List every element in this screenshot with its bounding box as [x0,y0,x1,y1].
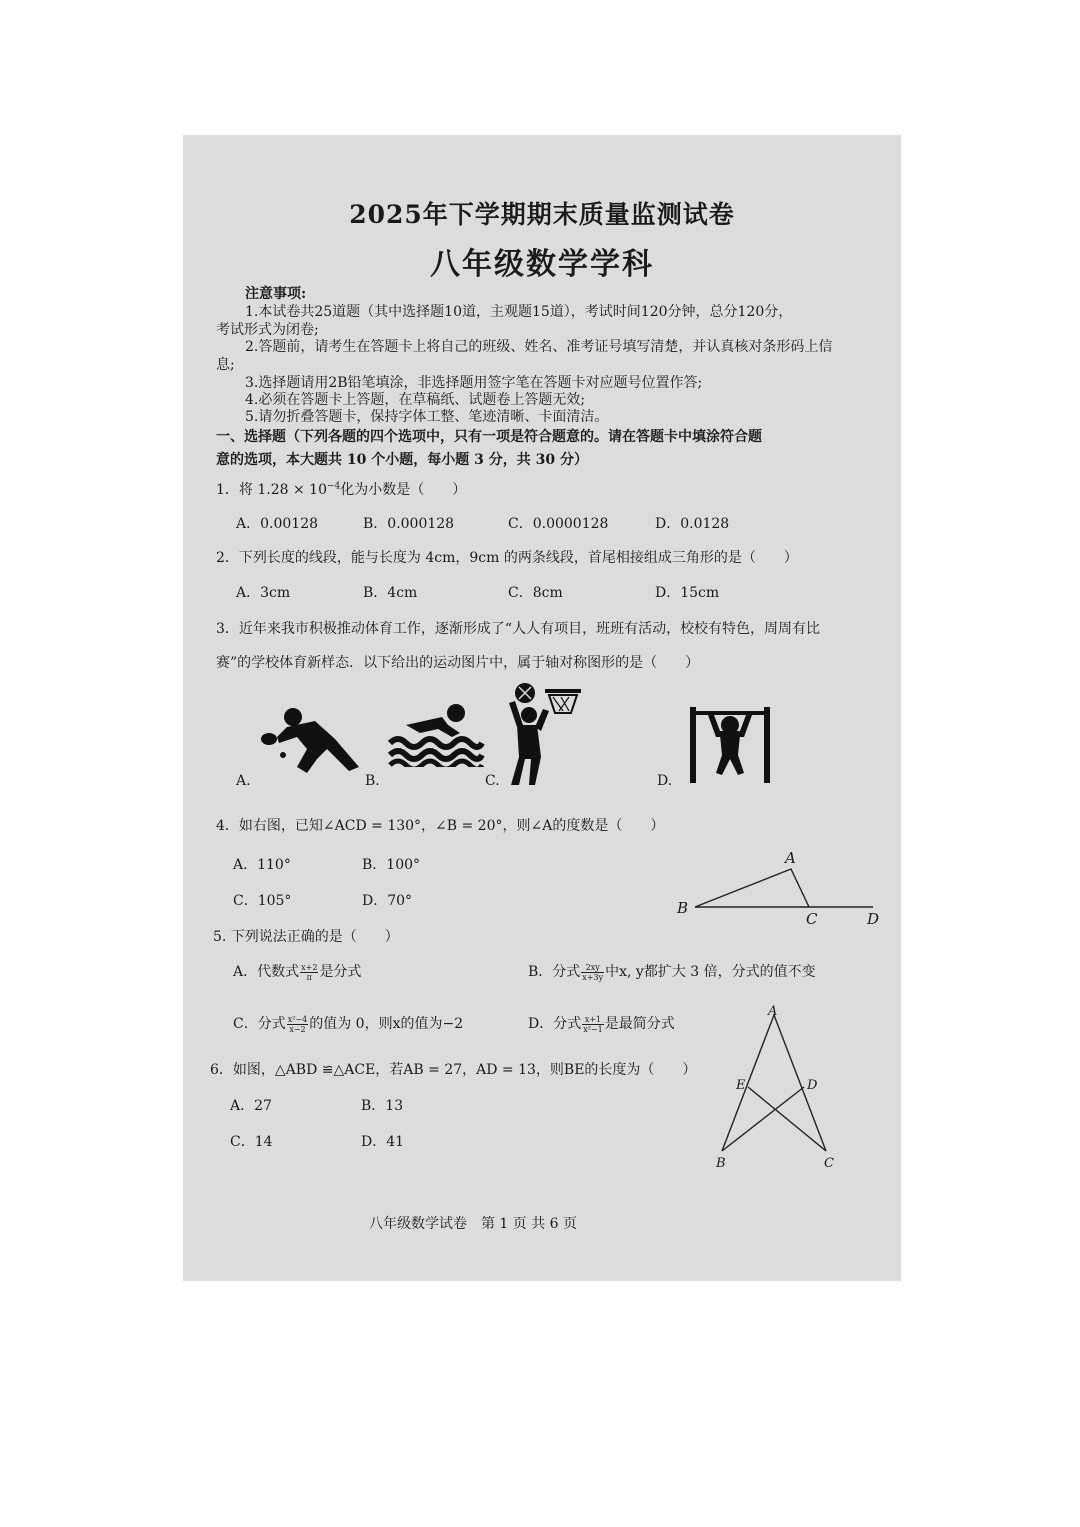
q2-option-c: C．8cm [508,585,563,601]
question-1 [216,479,466,499]
note-line: 息; [216,357,235,373]
point-label: E [736,1078,746,1093]
q3-option-b: B. [365,773,380,789]
question-5: 5. 下列说法正确的是（ ） [213,929,399,945]
q4-option-d: D．70° [362,893,413,909]
q4-option-b: B．100° [362,857,421,873]
point-label: B [677,899,689,917]
q6-option-d: D．41 [361,1134,405,1150]
section-heading: 意的选项，本大题共 10 个小题，每小题 3 分，共 30 分） [216,452,588,468]
question-6: 6．如图，△ABD ≌△ACE，若AB = 27，AD = 13，则BE的长度为（ ） [210,1062,697,1078]
section-heading: 一、选择题（下列各题的四个选项中，只有一项是符合题意的。请在答题卡中填涂符合题 [216,429,762,445]
note-line: 考试形式为闭卷; [216,322,319,338]
q6-option-c: C．14 [230,1134,273,1150]
fraction: $\frac{x+2}{\pi}$ [301,962,318,982]
q4-option-c: C．105° [233,893,292,909]
exam-sheet [183,135,901,1281]
q6-option-a: A．27 [230,1098,272,1114]
q1-prefix: 1．将 1.28 × 10 [216,482,327,498]
fraction: $\frac{\text{x²−4}}{x-2}$ [287,1014,308,1034]
basketball-pictogram [505,679,587,787]
question-4: 4．如右图，已知∠ACD = 130°，∠B = 20°，则∠A的度数是（ ） [216,818,665,834]
table-tennis-pictogram [257,701,367,775]
fraction: $\frac{x+1}{\text{x²−1}}$ [583,1014,603,1034]
point-label: D [867,910,880,928]
q6-triangle-figure [708,1001,848,1175]
q1-option-b: B．0.000128 [363,516,455,532]
point-label: A [768,1004,778,1019]
q3-option-a: A. [236,773,251,789]
question-3-line1: 3．近年来我市积极推动体育工作，逐渐形成了“人人有项目，班班有活动，校校有特色，周周有比 [216,621,821,637]
note-line: 2.答题前，请考生在答题卡上将自己的班级、姓名、准考证号填写清楚，并认真核对条形码上信 [245,339,833,355]
point-label: B [716,1156,726,1171]
q1-option-d: D．0.0128 [655,516,730,532]
q2-option-b: B．4cm [363,585,418,601]
q4-option-a: A．110° [233,857,291,873]
q5-option-b: B．分式 $\frac{2xy}{x+3y}$ 中x, y都扩大 3 倍，分式的值不变 [528,962,816,982]
note-line: 4.必须在答题卡上答题，在草稿纸、试题卷上答题无效; [245,392,586,408]
q5-option-d: D．分式 $\frac{x+1}{\text{x²−1}}$ 是最简分式 [528,1014,675,1034]
point-label: D [807,1078,818,1093]
question-2: 2．下列长度的线段，能与长度为 4cm，9cm 的两条线段，首尾相接组成三角形的是（ ） [216,550,798,566]
q1-exponent: −4 [326,481,341,492]
q5-option-a: A．代数式 $\frac{x+2}{\pi}$ 是分式 [233,962,362,982]
exam-title: 2025年下学期期末质量监测试卷 [349,200,735,229]
q3-option-d: D. [657,773,673,789]
q1-option-c: C．0.0000128 [508,516,609,532]
point-label: C [824,1156,834,1171]
swimming-pictogram [386,703,486,767]
q6-option-b: B．13 [361,1098,404,1114]
page-footer: 八年级数学试卷 第 1 页 共 6 页 [368,1216,578,1232]
pull-up-pictogram [686,703,776,783]
point-label: C [806,910,818,928]
q1-option-a: A．0.00128 [236,516,319,532]
question-3-line2: 赛”的学校体育新样态．以下给出的运动图片中，属于轴对称图形的是（ ） [216,655,700,671]
exam-subject: 八年级数学学科 [430,247,654,282]
q3-option-c: C. [485,773,500,789]
q4-triangle-figure [673,845,883,929]
note-line: 1.本试卷共25道题（其中选择题10道，主观题15道），考试时间120分钟，总分120分， [245,304,793,320]
fraction: $\frac{2xy}{x+3y}$ [582,962,604,982]
q5-option-c: C．分式 $\frac{\text{x²−4}}{x-2}$ 的值为 0，则x的值为−2 [233,1014,464,1034]
q2-option-d: D．15cm [655,585,720,601]
q1-suffix: 化为小数是（ ） [340,482,467,498]
note-line: 3.选择题请用2B铅笔填涂，非选择题用签字笔在答题卡对应题号位置作答; [245,375,703,391]
notes-title: 注意事项: [245,286,307,302]
point-label: A [785,849,796,867]
note-line: 5.请勿折叠答题卡，保持字体工整、笔迹清晰、卡面清洁。 [245,409,609,425]
q2-option-a: A．3cm [236,585,291,601]
